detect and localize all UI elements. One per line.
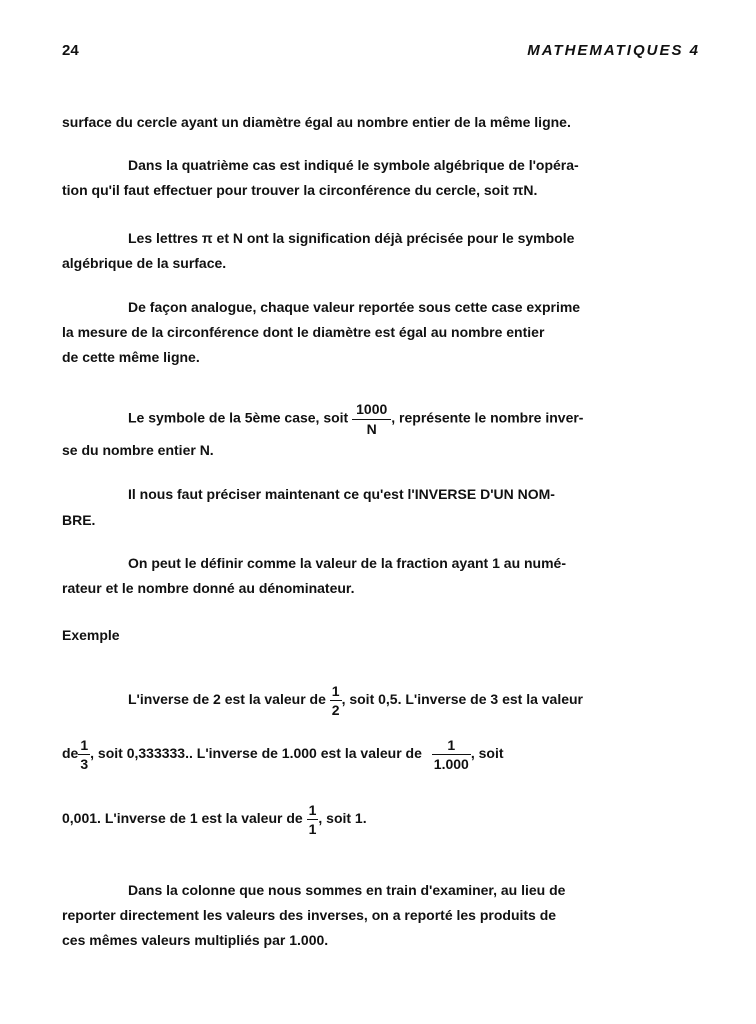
page-number: 24 <box>62 42 79 59</box>
fraction-1000-over-n <box>352 402 391 436</box>
p4-line-1: De façon analogue, chaque valeur reportée sous cette case exprime <box>128 299 581 315</box>
fraction-1-over-1 <box>307 803 319 836</box>
ex1-text-after: , soit 0,5. L'inverse de 3 est la valeur <box>341 691 584 708</box>
p1-line-1: surface du cercle ayant un diamètre égal au nombre entier de la même ligne. <box>62 114 571 130</box>
p8-line-3: ces mêmes valeurs multipliés par 1.000. <box>62 932 329 948</box>
ex2-text-after: , soit <box>470 745 504 762</box>
running-title: MATHEMATIQUES 4 <box>527 42 700 59</box>
fraction-numerator: 1000 <box>352 402 391 420</box>
ex3-text-before: 0,001. L'inverse de 1 est la valeur de <box>62 810 303 827</box>
fraction-1-over-3 <box>78 738 90 771</box>
p2-line-1: Dans la quatrième cas est indiqué le symbole algébrique de l'opéra- <box>128 157 579 173</box>
example-line-2 <box>62 738 504 771</box>
p5-text-before: Le symbole de la 5ème case, soit <box>128 409 349 426</box>
p3-line-2: algébrique de la surface. <box>62 255 227 271</box>
ex3-text-after: , soit 1. <box>318 810 367 827</box>
p4-line-3: de cette même ligne. <box>62 349 200 365</box>
fraction-numerator: 1 <box>432 738 471 755</box>
p7-line-2: rateur et le nombre donné au dénominateur. <box>62 580 355 596</box>
fraction-denominator: 3 <box>80 756 89 772</box>
p2-line-2: tion qu'il faut effectuer pour trouver la circonférence du cercle, soit πN. <box>62 182 538 198</box>
example-line-3 <box>62 803 367 836</box>
p8-line-1: Dans la colonne que nous sommes en train d'examiner, au lieu de <box>128 882 566 898</box>
fraction-numerator: 1 <box>331 683 340 699</box>
ex2-text-before: de <box>62 745 79 762</box>
p3-line-1: Les lettres π et N ont la signification déjà précisée pour le symbole <box>128 230 575 246</box>
example-line-1 <box>128 684 583 717</box>
p8-line-2: reporter directement les valeurs des inverses, on a reporté les produits de <box>62 907 557 923</box>
p7-line-1: On peut le définir comme la valeur de la fraction ayant 1 au numé- <box>128 555 567 571</box>
p6-line-1: Il nous faut préciser maintenant ce qu'est l'INVERSE D'UN NOM- <box>128 486 555 502</box>
example-heading: Exemple <box>62 627 120 643</box>
p6-line-2: BRE. <box>62 512 96 528</box>
fraction-denominator: 2 <box>331 702 340 718</box>
fraction-denominator: N <box>366 421 377 437</box>
ex2-text-middle: , soit 0,333333.. L'inverse de 1.000 est la valeur de <box>90 745 422 762</box>
fraction-1-over-2 <box>330 684 342 717</box>
p5-line-2: se du nombre entier N. <box>62 442 214 458</box>
fraction-denominator: 1 <box>308 821 317 837</box>
fraction-1-over-1000 <box>432 738 471 771</box>
fraction-denominator: 1.000 <box>433 756 469 772</box>
fraction-numerator: 1 <box>308 802 317 818</box>
p4-line-2: la mesure de la circonférence dont le diamètre est égal au nombre entier <box>62 324 545 340</box>
p5-text-after: , représente le nombre inver- <box>391 409 584 426</box>
ex1-text-before: L'inverse de 2 est la valeur de <box>128 691 326 708</box>
fraction-numerator: 1 <box>80 737 89 753</box>
p5-line-1 <box>128 402 583 436</box>
